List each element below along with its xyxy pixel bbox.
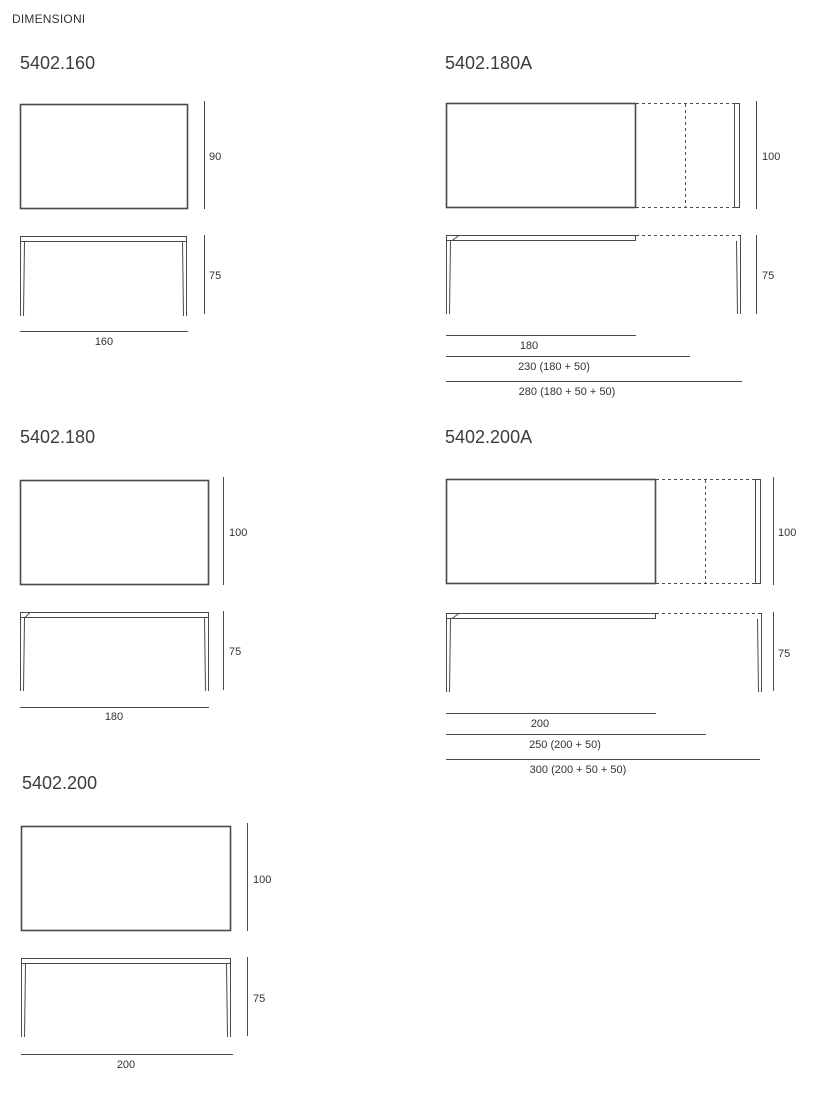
side-view [20,612,209,691]
top-view [21,481,209,585]
table-end [735,104,740,208]
drawing-5402-200a [446,477,796,776]
extension-outline [656,480,755,584]
table-end [756,480,761,584]
top-view [21,105,188,209]
depth-label: 100 [762,151,781,163]
side-view [20,236,187,316]
depth-label: 100 [229,527,248,539]
section-title: DIMENSIONI [12,12,86,26]
width-label: 200 [530,718,550,730]
side-view [446,235,741,314]
top-view [447,480,656,584]
product-code-5402-200: 5402.200 [22,773,98,793]
height-label: 75 [229,646,242,658]
width-extended-1-label: 250 (200 + 50) [529,739,601,751]
width-label: 180 [519,340,539,352]
side-view [446,613,762,692]
side-view [21,958,231,1037]
width-label: 180 [104,711,124,723]
width-extended-2-label: 280 (180 + 50 + 50) [518,386,616,398]
product-code-5402-160: 5402.160 [20,53,96,73]
height-label: 75 [253,993,266,1005]
width-label: 200 [116,1059,136,1071]
width-label: 160 [94,336,114,348]
product-code-5402-180: 5402.180 [20,427,96,447]
height-label: 75 [209,270,222,282]
top-view [447,104,636,208]
height-label: 75 [778,648,791,660]
drawing-5402-200 [21,823,271,1071]
product-code-5402-180a: 5402.180A [445,53,533,73]
height-label: 75 [762,270,775,282]
width-extended-1-label: 230 (180 + 50) [518,361,590,373]
depth-label: 90 [209,151,222,163]
depth-label: 100 [778,527,797,539]
top-view [22,827,231,931]
depth-label: 100 [253,874,272,886]
width-extended-2-label: 300 (200 + 50 + 50) [529,764,627,776]
product-code-5402-200a: 5402.200A [445,427,533,447]
drawing-5402-160 [20,101,221,348]
extension-outline [636,104,734,208]
drawing-5402-180a [446,101,780,398]
drawing-5402-180 [20,477,247,723]
